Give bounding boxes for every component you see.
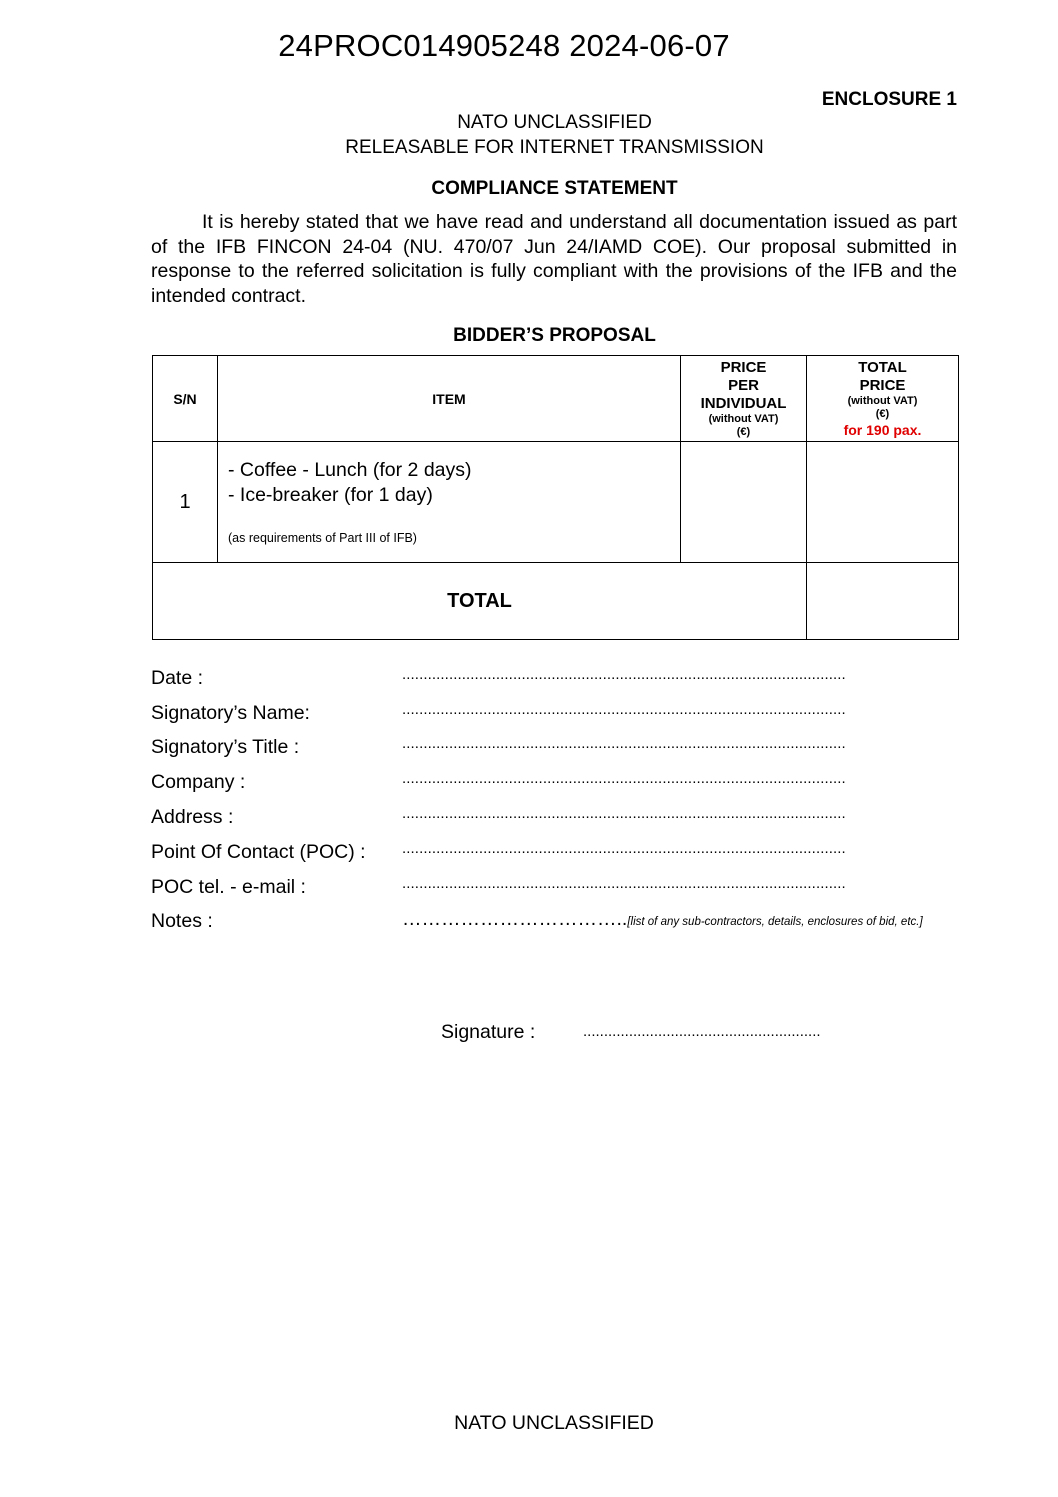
proposal-title: BIDDER’S PROPOSAL <box>453 325 656 346</box>
address-field[interactable] <box>151 806 957 840</box>
header-total-price-line2: PRICE <box>859 376 906 394</box>
header-total-price-vat: (without VAT) <box>847 394 918 407</box>
address-label: Address : <box>151 806 234 828</box>
company-field[interactable] <box>151 771 957 805</box>
table-row <box>153 442 959 563</box>
signature-label: Signature : <box>441 1021 536 1043</box>
header-total-price-line1: TOTAL <box>858 358 907 376</box>
notes-label: Notes : <box>151 910 213 932</box>
classification-header: NATO UNCLASSIFIED <box>457 112 652 133</box>
date-field[interactable] <box>151 667 957 701</box>
classification-footer: NATO UNCLASSIFIED <box>454 1412 654 1434</box>
poc-contact-dots[interactable]: ........................................................................................................ <box>402 875 846 892</box>
compliance-text: It is hereby stated that we have read and understand all documentation issued as part of the IFB FINCON 24-04 (NU. 470/07 Jun 24/IAMD COE). Our proposal submitted in response to the referred solicitation is fully compliant with the provisions of the IFB and the intended contract. <box>151 211 957 307</box>
poc-contact-label: POC tel. - e-mail : <box>151 876 306 898</box>
proposal-table <box>152 355 959 640</box>
table-total-row <box>153 563 959 640</box>
document-id: 24PROC014905248 2024-06-07 <box>278 28 730 63</box>
poc-label: Point Of Contact (POC) : <box>151 841 366 863</box>
notes-hint: [list of any sub-contractors, details, enclosures of bid, etc.] <box>627 916 923 928</box>
date-label: Date : <box>151 667 204 689</box>
enclosure-label: ENCLOSURE 1 <box>821 89 957 110</box>
row-item-line1: - Coffee - Lunch (for 2 days) <box>228 459 472 481</box>
notes-dots: …………………………….. <box>402 908 628 930</box>
poc-dots[interactable]: ........................................................................................................ <box>402 840 846 857</box>
poc-field[interactable] <box>151 841 957 875</box>
signatory-title-field[interactable] <box>151 736 957 770</box>
header-unit-price-vat: (without VAT) <box>708 412 779 425</box>
row-item-line2: - Ice-breaker (for 1 day) <box>228 484 433 506</box>
compliance-title: COMPLIANCE STATEMENT <box>431 178 678 199</box>
total-label: TOTAL <box>153 563 807 640</box>
date-dots[interactable]: ........................................................................................................ <box>402 666 846 683</box>
signature-line[interactable]: ......................................................... <box>583 1023 821 1040</box>
header-total-price <box>807 356 959 442</box>
header-unit-price-currency: (€) <box>736 425 751 438</box>
address-dots[interactable]: ........................................................................................................ <box>402 805 846 822</box>
header-sn: S/N <box>153 356 218 442</box>
row-item-note: (as requirements of Part III of IFB) <box>228 531 417 545</box>
table-header-row <box>153 356 959 442</box>
header-unit-price-line3: INDIVIDUAL <box>700 394 787 412</box>
notes-field[interactable] <box>151 910 957 958</box>
poc-contact-field[interactable] <box>151 876 957 910</box>
row-total-price-cell[interactable] <box>807 442 959 563</box>
row-item <box>218 442 681 563</box>
signatory-title-label: Signatory’s Title : <box>151 736 300 758</box>
release-statement: RELEASABLE FOR INTERNET TRANSMISSION <box>345 137 764 158</box>
header-unit-price-line1: PRICE <box>720 358 767 376</box>
header-unit-price-line2: PER <box>728 376 759 394</box>
signatory-name-field[interactable] <box>151 702 957 736</box>
row-sn: 1 <box>153 442 218 563</box>
company-dots[interactable]: ........................................................................................................ <box>402 770 846 787</box>
total-value-cell[interactable] <box>807 563 959 640</box>
header-item: ITEM <box>218 356 681 442</box>
header-unit-price <box>681 356 807 442</box>
signatory-name-dots[interactable]: ........................................................................................................ <box>402 701 846 718</box>
company-label: Company : <box>151 771 246 793</box>
header-total-pax: for 190 pax. <box>843 421 922 438</box>
signatory-title-dots[interactable]: ........................................................................................................ <box>402 735 846 752</box>
signatory-name-label: Signatory’s Name: <box>151 702 310 724</box>
header-total-price-currency: (€) <box>875 407 890 420</box>
notes-value[interactable] <box>402 910 957 931</box>
row-unit-price-cell[interactable] <box>681 442 807 563</box>
